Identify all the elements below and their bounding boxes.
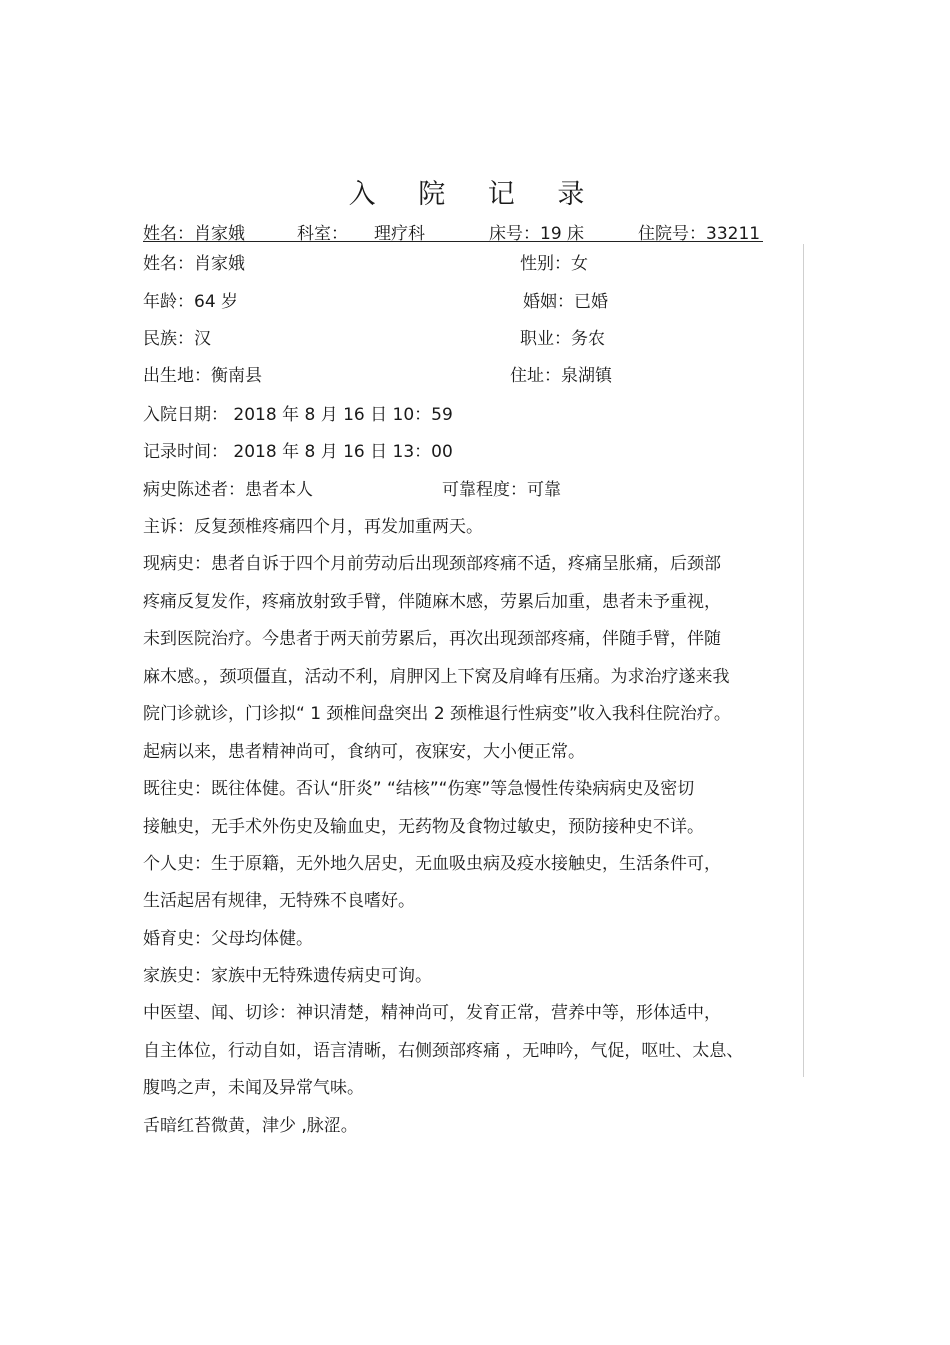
- field-marital: 婚姻：已婚: [523, 292, 608, 312]
- field-address: 住址：泉湖镇: [510, 366, 612, 386]
- header-bed: 床号：19 床: [489, 224, 585, 244]
- field-sex: 性别：女: [520, 254, 588, 274]
- header-dept-value: 理疗科: [374, 224, 425, 244]
- tcm-exam-line: 自主体位，行动自如，语言清晰，右侧颈部疼痛 ，无呻吟，气促，呕吐、太息、: [143, 1041, 744, 1061]
- field-birthplace: 出生地：衡南县: [143, 366, 262, 386]
- present-illness-line: 未到医院治疗。今患者于两天前劳累后，再次出现颈部疼痛，伴随手臂，伴随: [143, 629, 721, 649]
- right-border-line: [803, 244, 804, 1077]
- header-dept-label: 科室：: [297, 224, 348, 244]
- personal-history-line: 个人史：生于原籍，无外地久居史，无血吸虫病及疫水接触史，生活条件可，: [143, 854, 721, 874]
- field-reliability: 可靠程度：可靠: [442, 480, 561, 500]
- present-illness-line: 疼痛反复发作，疼痛放射致手臂，伴随麻木感，劳累后加重，患者未予重视，: [143, 592, 721, 612]
- field-admit-date: 入院日期： 2018 年 8 月 16 日 10：59: [143, 405, 453, 425]
- marriage-history: 婚育史：父母均体健。: [143, 929, 313, 949]
- header-name: 姓名：肖家娥: [143, 224, 245, 244]
- page-title: 入 院 记 录: [348, 179, 602, 210]
- past-history-line: 接触史，无手术外伤史及输血史，无药物及食物过敏史，预防接种史不详。: [143, 817, 704, 837]
- field-narrator: 病史陈述者：患者本人: [143, 480, 313, 500]
- past-history-line: 既往史：既往体健。否认“肝炎” “结核”“伤寒”等急慢性传染病病史及密切: [143, 779, 695, 799]
- field-record-time: 记录时间： 2018 年 8 月 16 日 13：00: [143, 442, 453, 462]
- field-ethnicity: 民族：汉: [143, 329, 211, 349]
- header-admission-no: 住院号：33211: [638, 224, 761, 244]
- chief-complaint: 主诉：反复颈椎疼痛四个月，再发加重两天。: [143, 517, 483, 537]
- tcm-exam-line: 腹鸣之声，未闻及异常气味。: [143, 1078, 364, 1098]
- personal-history-line: 生活起居有规律，无特殊不良嗜好。: [143, 891, 415, 911]
- present-illness-line: 起病以来，患者精神尚可，食纳可，夜寐安，大小便正常。: [143, 742, 585, 762]
- tcm-exam-line: 中医望、闻、切诊：神识清楚，精神尚可，发育正常，营养中等，形体适中，: [143, 1003, 721, 1023]
- field-name: 姓名：肖家娥: [143, 254, 245, 274]
- header-row: [143, 217, 763, 242]
- family-history: 家族史：家族中无特殊遗传病史可询。: [143, 966, 432, 986]
- present-illness-line: 麻木感。，颈项僵直，活动不利，肩胛冈上下窝及肩峰有压痛。为求治疗遂来我: [143, 667, 730, 687]
- present-illness-line: 院门诊就诊，门诊拟“ 1 颈椎间盘突出 2 颈椎退行性病变”收入我科住院治疗。: [143, 704, 731, 724]
- present-illness-line: 现病史：患者自诉于四个月前劳动后出现颈部疼痛不适，疼痛呈胀痛，后颈部: [143, 554, 721, 574]
- tongue-pulse: 舌暗红苔微黄，津少 ,脉涩。: [143, 1116, 358, 1136]
- field-occupation: 职业：务农: [520, 329, 605, 349]
- field-age: 年龄：64 岁: [143, 292, 239, 312]
